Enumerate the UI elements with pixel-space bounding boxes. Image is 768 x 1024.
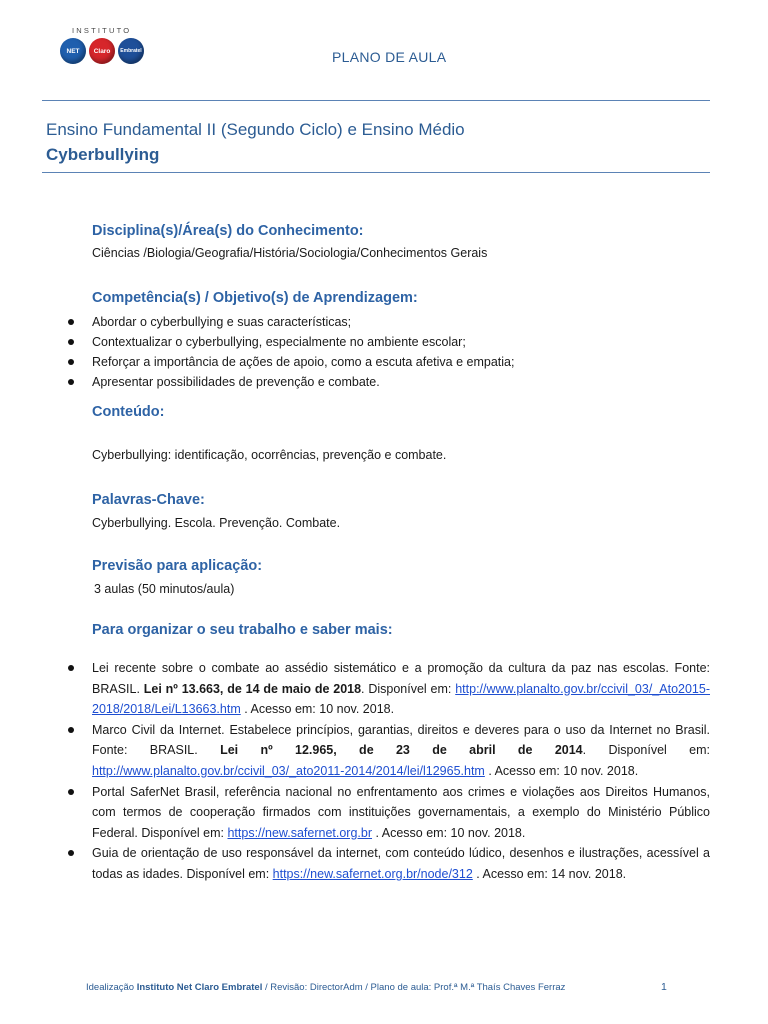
reference-item [66, 720, 710, 782]
logo-badge-net: NET [60, 38, 86, 64]
reference-item [66, 658, 710, 720]
list-item: Apresentar possibilidades de prevenção e combate. [66, 372, 514, 392]
list-item: Reforçar a importância de ações de apoio, como a escuta afetiva e empatia; [66, 352, 514, 372]
reference-access-date: . Acesso em: 14 nov. 2018. [472, 866, 627, 881]
page-number: 1 [661, 981, 667, 993]
previsao-text: 3 aulas (50 minutos/aula) [94, 582, 235, 596]
document-type: PLANO DE AULA [332, 49, 447, 65]
footer-org: Instituto Net Claro Embratel [136, 982, 263, 993]
lesson-subject: Cyberbullying [46, 145, 160, 164]
header-divider [42, 100, 710, 101]
palavras-chave-heading: Palavras-Chave: [92, 492, 205, 508]
competencias-list [66, 312, 514, 392]
law-citation: Lei nº 13.663, de 14 de maio de 2018 [143, 681, 362, 696]
conteudo-text: Cyberbullying: identificação, ocorrências, prevenção e combate. [92, 448, 447, 462]
logo-badge-embratel: Embratel [118, 38, 144, 64]
disciplinas-text: Ciências /Biologia/Geografia/História/Sociologia/Conhecimentos Gerais [92, 246, 488, 260]
reference-text: Portal SaferNet Brasil, referência nacional no enfrentamento aos crimes e violações aos Direitos Humanos, com termos de cooperação firmados com instituições governamentais, a exemplo do Ministério Público Federal. Disponível em: [92, 784, 710, 840]
reference-access-date: . Acesso em: 10 nov. 2018. [484, 763, 639, 778]
competencias-heading: Competência(s) / Objetivo(s) de Aprendizagem: [92, 290, 418, 306]
reference-access-date: . Acesso em: 10 nov. 2018. [240, 702, 395, 717]
reference-text: . Disponível em: [361, 681, 456, 696]
list-item: Abordar o cyberbullying e suas características; [66, 312, 514, 332]
saber-mais-heading: Para organizar o seu trabalho e saber mais: [92, 622, 393, 638]
reference-link[interactable]: https://new.safernet.org.br [227, 825, 373, 840]
reference-text: Marco Civil da Internet. Estabelece princípios, garantias, direitos e deveres para o uso da Internet no Brasil. Fonte: BRASIL. [92, 722, 710, 758]
reference-text: Lei recente sobre o combate ao assédio sistemático e a promoção da cultura da paz nas escolas. Fonte: BRASIL. [92, 661, 710, 696]
reference-text: . Disponível em: [582, 743, 710, 758]
disciplinas-heading: Disciplina(s)/Área(s) do Conhecimento: [92, 223, 364, 239]
footer-credits: / Revisão: DirectorAdm / Plano de aula: Prof.ª M.ª Thaís Chaves Ferraz [262, 982, 566, 993]
reference-access-date: . Acesso em: 10 nov. 2018. [372, 825, 526, 840]
logo-caption: INSTITUTO [72, 26, 132, 35]
reference-link[interactable]: http://www.planalto.gov.br/ccivil_03/_ato2011-2014/2014/lei/l12965.htm [92, 763, 485, 778]
education-level: Ensino Fundamental II (Segundo Ciclo) e Ensino Médio [46, 120, 465, 139]
logo-badge-claro: Claro [89, 38, 115, 64]
reference-item [66, 843, 710, 884]
law-citation: Lei nº 12.965, de 23 de abril de 2014 [220, 743, 583, 758]
reference-item [66, 782, 710, 844]
reference-text: Guia de orientação de uso responsável da internet, com conteúdo lúdico, desenhos e ilustrações, acessível a todas as idades. Disponível em: [92, 846, 710, 881]
previsao-heading: Previsão para aplicação: [92, 558, 263, 574]
reference-link[interactable]: http://www.planalto.gov.br/ccivil_03/_Ato2015-2018/2018/Lei/L13663.htm [92, 681, 710, 717]
footer-prefix: Idealização [86, 982, 137, 993]
reference-link[interactable]: https://new.safernet.org.br/node/312 [272, 866, 473, 881]
page-footer [86, 982, 565, 993]
palavras-chave-text: Cyberbullying. Escola. Prevenção. Combate. [92, 516, 341, 530]
title-divider [42, 172, 710, 173]
conteudo-heading: Conteúdo: [92, 404, 165, 420]
list-item: Contextualizar o cyberbullying, especialmente no ambiente escolar; [66, 332, 514, 352]
references-list [66, 658, 710, 885]
